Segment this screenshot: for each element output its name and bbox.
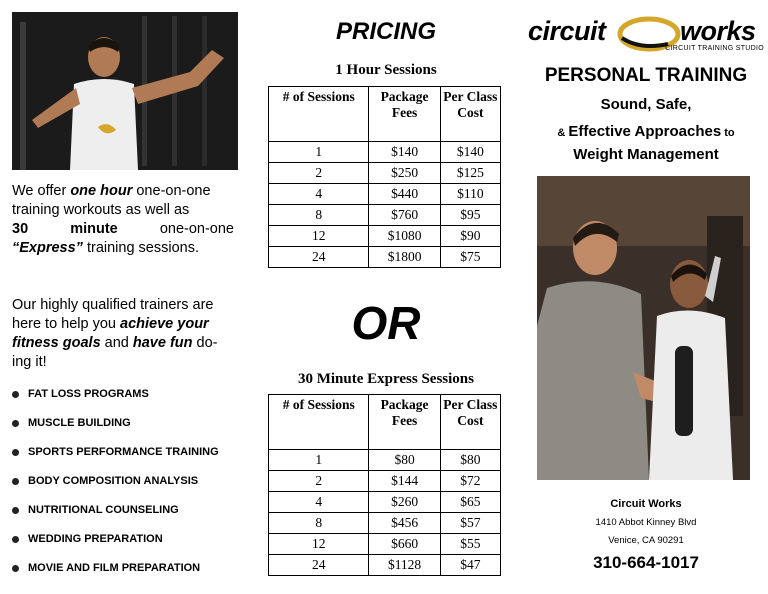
table-cell: $1080 [369, 226, 440, 247]
company-name: Circuit Works [610, 498, 682, 510]
subtitle-line-3: Weight Management [573, 146, 719, 163]
hour-sessions-title: 1 Hour Sessions [335, 62, 437, 78]
list-item: BODY COMPOSITION ANALYSIS [12, 466, 252, 495]
table-cell: $250 [369, 163, 440, 184]
table-cell: $260 [369, 492, 440, 513]
table-cell: 24 [269, 247, 369, 268]
trainers-paragraph: Our highly qualified trainers are here to help you achieve your fitness goals and have fun do-ing it! [12, 297, 218, 370]
table-row [269, 450, 501, 471]
table-cell: $75 [440, 247, 500, 268]
hour-pricing-table [268, 86, 501, 268]
table-cell: $1800 [369, 247, 440, 268]
table-row [269, 247, 501, 268]
subtitle-line-1: Sound, Safe, [600, 96, 692, 113]
table-cell: $47 [440, 555, 500, 576]
list-item: MUSCLE BUILDING [12, 408, 252, 437]
table-cell: $1128 [369, 555, 440, 576]
logo-tagline: CIRCUIT TRAINING STUDIO [665, 45, 764, 52]
table-header-row [269, 87, 501, 142]
intro-paragraph: We offer one hour one-on-one training workouts as well as 30 minute one-on-one “Express” training sessions. [12, 183, 234, 256]
table-cell: $140 [440, 142, 500, 163]
table-cell: $144 [369, 471, 440, 492]
bullet-icon [12, 391, 19, 398]
table-cell: 2 [269, 471, 369, 492]
bullet-icon [12, 507, 19, 514]
circuit-works-logo [528, 14, 764, 56]
table-cell: $95 [440, 205, 500, 226]
table-row [269, 492, 501, 513]
list-item: WEDDING PREPARATION [12, 524, 252, 553]
table-row [269, 555, 501, 576]
table-header: # of Sessions [269, 395, 369, 450]
list-item: SPORTS PERFORMANCE TRAINING [12, 437, 252, 466]
table-row [269, 471, 501, 492]
table-cell: 8 [269, 513, 369, 534]
express-sessions-title: 30 Minute Express Sessions [297, 371, 474, 387]
table-cell: 4 [269, 184, 369, 205]
table-cell: 24 [269, 555, 369, 576]
table-cell: $760 [369, 205, 440, 226]
table-cell: 4 [269, 492, 369, 513]
table-header: Per Class Cost [440, 87, 500, 142]
bullet-icon [12, 420, 19, 427]
trainer-photo-right [537, 176, 750, 480]
table-cell: $55 [440, 534, 500, 555]
table-cell: $660 [369, 534, 440, 555]
table-cell: $456 [369, 513, 440, 534]
address-line-1: 1410 Abbot Kinney Blvd [595, 517, 697, 528]
pricing-title: PRICING [335, 18, 436, 45]
trainer-photo-left [12, 12, 238, 170]
table-header-row [269, 395, 501, 450]
list-item: MOVIE AND FILM PREPARATION [12, 553, 252, 582]
table-cell: $440 [369, 184, 440, 205]
programs-list [12, 379, 252, 582]
table-cell: $57 [440, 513, 500, 534]
table-cell: 2 [269, 163, 369, 184]
trainer-silhouette-icon [12, 12, 238, 170]
table-cell: $110 [440, 184, 500, 205]
bullet-icon [12, 478, 19, 485]
bullet-icon [12, 536, 19, 543]
bullet-icon [12, 565, 19, 572]
table-cell: 1 [269, 142, 369, 163]
table-row [269, 184, 501, 205]
table-row [269, 142, 501, 163]
trainers-silhouette-icon [537, 176, 750, 480]
logo-word-works: works [680, 16, 756, 46]
phone-number: 310-664-1017 [593, 553, 699, 572]
or-divider-text: OR [351, 297, 421, 349]
table-cell: $90 [440, 226, 500, 247]
express-pricing-table [268, 394, 501, 576]
table-header: # of Sessions [269, 87, 369, 142]
table-cell: $72 [440, 471, 500, 492]
table-cell: $65 [440, 492, 500, 513]
table-cell: $140 [369, 142, 440, 163]
list-item: NUTRITIONAL COUNSELING [12, 495, 252, 524]
table-cell: $80 [369, 450, 440, 471]
table-cell: 1 [269, 450, 369, 471]
table-row [269, 513, 501, 534]
table-row [269, 534, 501, 555]
table-row [269, 226, 501, 247]
table-header: Package Fees [369, 87, 440, 142]
address-line-2: Venice, CA 90291 [608, 535, 684, 546]
subtitle-line-2: & Effective Approaches to [557, 123, 735, 140]
table-cell: $80 [440, 450, 500, 471]
logo-word-circuit: circuit [528, 16, 606, 46]
table-header: Per Class Cost [440, 395, 500, 450]
table-header: Package Fees [369, 395, 440, 450]
table-row [269, 205, 501, 226]
table-cell: $125 [440, 163, 500, 184]
bullet-icon [12, 449, 19, 456]
list-item: FAT LOSS PROGRAMS [12, 379, 252, 408]
table-cell: 8 [269, 205, 369, 226]
personal-training-title: PERSONAL TRAINING [544, 65, 748, 86]
table-cell: 12 [269, 226, 369, 247]
table-cell: 12 [269, 534, 369, 555]
table-row [269, 163, 501, 184]
